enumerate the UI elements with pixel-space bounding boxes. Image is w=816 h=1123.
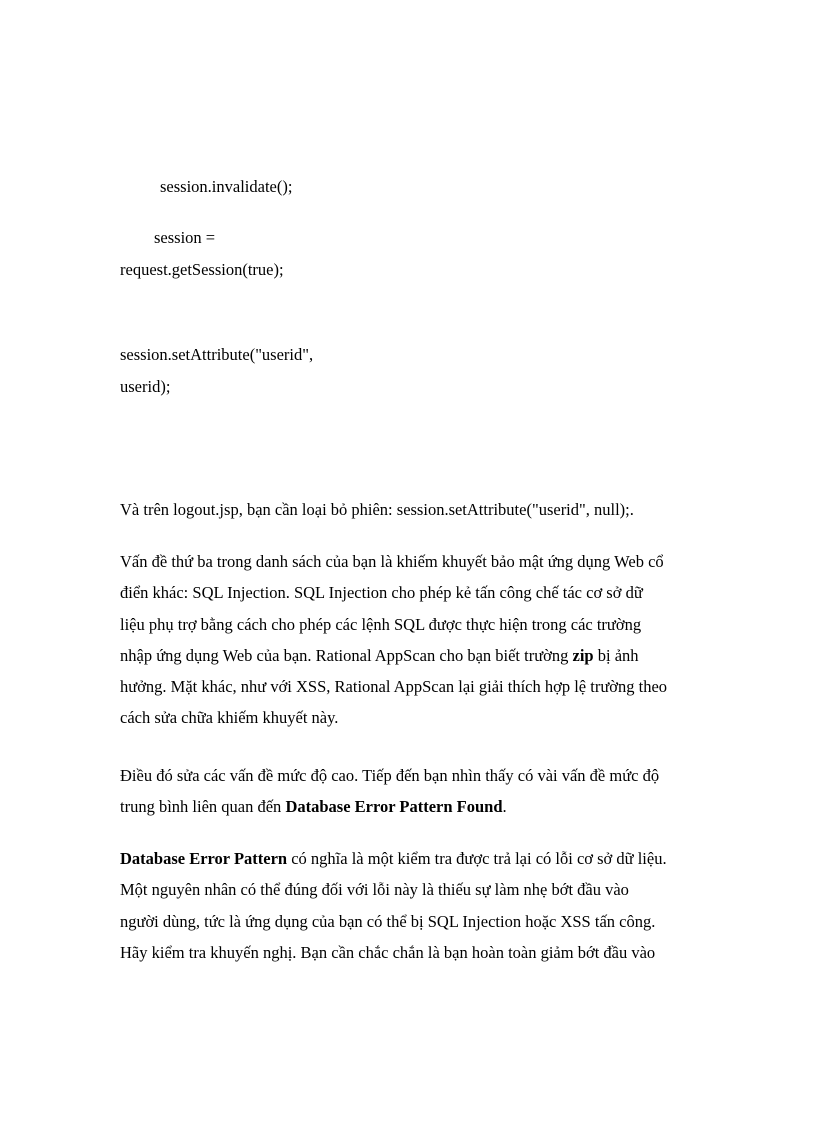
bold-database-error-pattern-found: Database Error Pattern Found xyxy=(285,797,503,817)
paragraph-line: Một nguyên nhân có thể đúng đối với lỗi này là thiếu sự làm nhẹ bớt đầu vào xyxy=(120,880,629,900)
paragraph-line: liệu phụ trợ bằng cách cho phép các lệnh SQL được thực hiện trong các trường xyxy=(120,614,642,634)
paragraph-line: hưởng. Mặt khác, như với XSS, Rational AppScan lại giải thích hợp lệ trường theo xyxy=(120,677,668,697)
paragraph-line: cách sửa chữa khiếm khuyết này. xyxy=(120,708,339,728)
code-line-userid: userid); xyxy=(120,377,171,396)
paragraph-sql-injection xyxy=(120,546,710,734)
paragraph-line: trung bình liên quan đến Database Error Pattern Found. xyxy=(120,797,507,817)
paragraph-line: Hãy kiểm tra khuyến nghị. Bạn cần chắc chắn là bạn hoàn toàn giảm bớt đầu vào xyxy=(120,942,656,962)
paragraph-line: nhập ứng dụng Web của bạn. Rational AppScan cho bạn biết trường zip bị ảnh xyxy=(120,645,639,665)
code-line-session-assign: session = xyxy=(154,228,216,247)
bold-database-error-pattern: Database Error Pattern xyxy=(120,849,288,868)
bold-zip: zip xyxy=(572,645,594,665)
code-line-get-session: request.getSession(true); xyxy=(120,260,284,279)
paragraph-logout: Và trên logout.jsp, bạn cần loại bỏ phiên: session.setAttribute("userid", null);. xyxy=(120,500,634,519)
paragraph-line: điển khác: SQL Injection. SQL Injection cho phép kẻ tấn công chế tác cơ sở dữ xyxy=(120,583,643,603)
code-line-set-attribute: session.setAttribute("userid", xyxy=(120,345,314,364)
code-line-invalidate: session.invalidate(); xyxy=(160,177,293,196)
paragraph-medium-issues xyxy=(120,760,710,823)
paragraph-line: Database Error Pattern có nghĩa là một kiểm tra được trả lại có lỗi cơ sở dữ liệu. xyxy=(120,849,667,868)
paragraph-line: Điều đó sửa các vấn đề mức độ cao. Tiếp đến bạn nhìn thấy có vài vấn đề mức độ xyxy=(120,766,660,785)
paragraph-database-error-pattern xyxy=(120,843,710,968)
paragraph-line: người dùng, tức là ứng dụng của bạn có thể bị SQL Injection hoặc XSS tấn công. xyxy=(120,911,656,931)
paragraph-line: Vấn đề thứ ba trong danh sách của bạn là khiếm khuyết bảo mật ứng dụng Web cổ xyxy=(120,552,664,571)
